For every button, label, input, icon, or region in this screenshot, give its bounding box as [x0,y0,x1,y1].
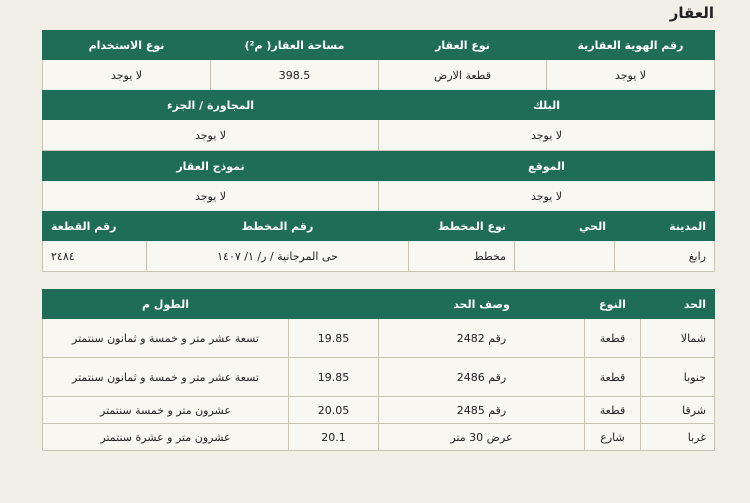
boundary-description: عرض 30 متر [379,424,585,451]
boundary-length-number: 20.05 [289,397,379,424]
plan-value-row [43,241,715,272]
boundary-type: قطعة [585,397,641,424]
location-value-row [43,181,715,212]
property-table [42,30,715,91]
value-plot-number: ٢٤٨٤ [43,241,147,272]
header-neighborhood-part: المجاورة / الجزء [43,91,379,120]
value-property-model: لا يوجد [43,181,379,212]
boundary-length-words: عشرون متر و خمسة سنتمتر [43,397,289,424]
value-neighborhood-part: لا يوجد [43,120,379,151]
boundary-description: رقم 2485 [379,397,585,424]
header-usage-type: نوع الاستخدام [43,31,211,60]
header-boundary: الحد [641,290,715,319]
header-length: الطول م [43,290,289,319]
boundary-direction: غربا [641,424,715,451]
header-city: المدينة [615,212,715,241]
boundary-length-number: 19.85 [289,319,379,358]
value-location: لا يوجد [379,181,715,212]
header-district: الحي [515,212,615,241]
boundary-direction: شرقا [641,397,715,424]
header-boundary-description: وصف الحد [379,290,585,319]
block-header-row [43,91,715,120]
header-property-model: نموذج العقار [43,152,379,181]
value-usage-type: لا يوجد [43,60,211,91]
value-property-area: 398.5 [211,60,379,91]
property-header-row [43,31,715,60]
header-plot-number: رقم القطعة [43,212,147,241]
boundary-description: رقم 2482 [379,319,585,358]
boundary-description: رقم 2486 [379,358,585,397]
block-value-row [43,120,715,151]
value-city: رابغ [615,241,715,272]
boundary-type: شارع [585,424,641,451]
header-blank [289,290,379,319]
value-block: لا يوجد [379,120,715,151]
header-block: البلك [379,91,715,120]
bounds-table [42,289,715,451]
header-property-area: مساحة العقار( م²) [211,31,379,60]
boundary-type: قطعة [585,319,641,358]
page-title: العقار [669,4,714,22]
bounds-row [43,424,715,451]
boundary-direction: شمالا [641,319,715,358]
location-table [42,151,715,212]
boundary-length-number: 20.1 [289,424,379,451]
boundary-length-number: 19.85 [289,358,379,397]
plan-table [42,211,715,272]
value-property-type: قطعة الارض [379,60,547,91]
bounds-row [43,358,715,397]
bounds-header-row [43,290,715,319]
header-location: الموقع [379,152,715,181]
value-plan-type: مخطط [409,241,515,272]
boundary-length-words: تسعة عشر متر و خمسة و ثمانون سنتمتر [43,319,289,358]
boundary-length-words: تسعة عشر متر و خمسة و ثمانون سنتمتر [43,358,289,397]
header-plan-number: رقم المخطط [147,212,409,241]
value-property-id: لا يوجد [547,60,715,91]
plan-header-row [43,212,715,241]
bounds-row [43,397,715,424]
header-property-id: رقم الهوية العقارية [547,31,715,60]
location-header-row [43,152,715,181]
value-district [515,241,615,272]
bounds-row [43,319,715,358]
header-property-type: نوع العقار [379,31,547,60]
boundary-type: قطعة [585,358,641,397]
boundary-direction: جنوبا [641,358,715,397]
value-plan-number: حى المرجانية / ر/ ١/ ١٤٠٧ [147,241,409,272]
header-boundary-type: النوع [585,290,641,319]
block-table [42,90,715,151]
property-value-row [43,60,715,91]
boundary-length-words: عشرون متر و عشرة سنتمتر [43,424,289,451]
header-plan-type: نوع المخطط [409,212,515,241]
